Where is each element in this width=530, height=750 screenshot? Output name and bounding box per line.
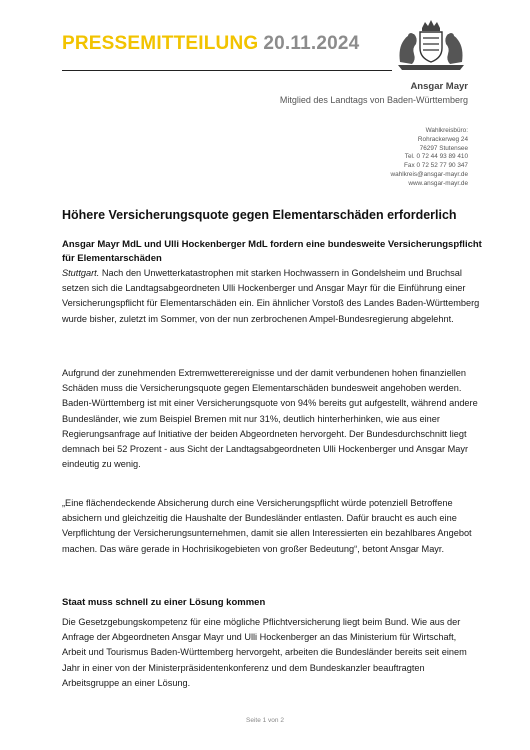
title-word: PRESSEMITTEILUNG bbox=[62, 33, 259, 54]
contact-email: wahlkreis@ansgar-mayr.de bbox=[390, 170, 468, 178]
page-number: Seite 1 von 2 bbox=[246, 717, 284, 724]
contact-phone: Tel. 0 72 44 93 89 410 bbox=[404, 153, 468, 161]
press-release-title bbox=[62, 33, 359, 55]
header-divider bbox=[62, 70, 392, 71]
paragraph-3: „Eine flächendeckende Absicherung durch eine Versicherungspflicht würde potenziell Betroffene absichern und gleichzeitig die Haushalte der Bundesländer entlasten. Dafür braucht es auch eine Verpflichtung der Versicherungsunternehmen, damit sie allen Interessierten ein bezahlbares Angebot machen. Das wäre gerade in Hochrisikogebieten von großer Bedeutung“, betont Ansgar Mayr. bbox=[62, 498, 472, 554]
contact-street: Rohrackerweg 24 bbox=[417, 135, 468, 143]
contact-website: www.ansgar-mayr.de bbox=[408, 179, 468, 187]
article-subheadline: Ansgar Mayr MdL und Ulli Hockenberger MdL fordern eine bundesweite Versicherungspflicht für Elementarschäden bbox=[62, 239, 482, 264]
dateline-place: Stuttgart. bbox=[62, 268, 100, 278]
contact-office-label: Wahlkreisbüro: bbox=[425, 127, 468, 134]
paragraph-1 bbox=[62, 266, 482, 327]
section-heading: Staat muss schnell zu einer Lösung kommen bbox=[62, 597, 266, 608]
contact-block bbox=[390, 127, 468, 189]
contact-city: 76297 Stutensee bbox=[419, 144, 468, 152]
paragraph-4: Die Gesetzgebungskompetenz für eine mögliche Pflichtversicherung liegt beim Bund. Wie aus der Anfrage der Abgeordneten Ansgar Mayr und Ulli Hockenberger an das Ministerium für Wirtschaft, Arbeit und Tourismus Baden-Württemberg hervorgeht, arbeiten die Bundesländer bereits seit einem Jahr in einer von der Ministerpräsidentenkonferenz und dem Bundeskanzler beauftragten Arbeitsgruppe an einer Lösung. bbox=[62, 617, 467, 688]
author-name: Ansgar Mayr bbox=[410, 81, 468, 92]
article-headline: Höhere Versicherungsquote gegen Elementarschäden erforderlich bbox=[62, 208, 457, 222]
author-subtitle: Mitglied des Landtags von Baden-Württemberg bbox=[279, 95, 468, 105]
contact-fax: Fax 0 72 52 77 90 347 bbox=[404, 162, 468, 170]
paragraph-1-text: Nach den Unwetterkatastrophen mit starken Hochwassern in Gondelsheim und Bruchsal setzen sich die Landtagsabgeordneten Ulli Hockenberger und Ansgar Mayr für die Einführung einer Versicherungspflicht für Elementarschäden ein. Ein ähnlicher Vorstoß des Landes Baden-Württemberg wurde bisher, zuletzt im Sommer, von der nun zerbrochenen Ampel-Bundesregierung abgelehnt. bbox=[62, 268, 480, 324]
paragraph-2: Aufgrund der zunehmenden Extremwetterereignisse und der damit verbundenen hohen finanziellen Schäden muss die Versicherungsquote gegen Elementarschäden bundesweit angehoben werden. Baden-Württemberg ist mit einer Versicherungsquote von 94% bereits gut aufgestellt, während andere Bundesländer, wie zum Beispiel Bremen mit nur 31%, deutlich hinterherhinken, wie aus einer Regierungsanfrage auf Initiative der beiden Abgeordneten hervorgeht. Der Bundesdurchschnitt liegt demnach bei 52 Prozent - aus Sicht der Landtagsabgeordneten Ulli Hockenberger und Ansgar Mayr eindeutig zu wenig. bbox=[62, 368, 478, 470]
coat-of-arms-logo bbox=[392, 18, 470, 76]
title-date: 20.11.2024 bbox=[263, 33, 360, 54]
